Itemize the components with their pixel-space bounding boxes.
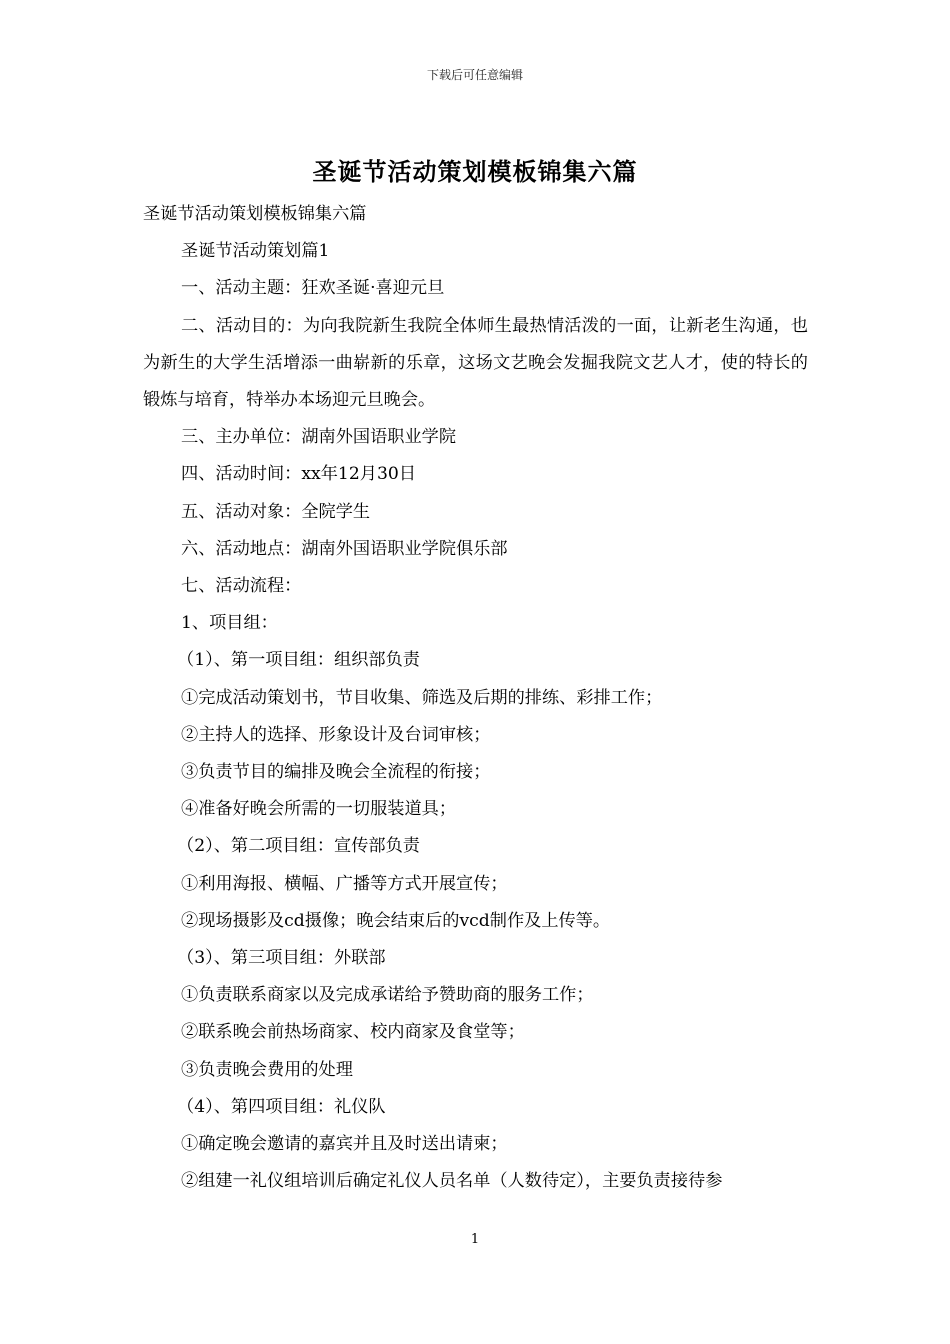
list-item: ④准备好晚会所需的一切服装道具； — [181, 799, 457, 820]
text-line: 1、项目组： — [181, 613, 278, 634]
section-heading: 圣诞节活动策划篇1 — [181, 241, 330, 262]
text-line: 一、活动主题：狂欢圣诞·喜迎元旦 — [181, 278, 445, 299]
document-body — [143, 196, 808, 1200]
list-item: ③负责晚会费用的处理 — [181, 1059, 353, 1080]
page-number: 1 — [470, 1232, 480, 1247]
page-header: 下载后可任意编辑 — [426, 68, 523, 82]
list-item: ①完成活动策划书，节目收集、筛选及后期的排练、彩排工作； — [181, 687, 663, 708]
subtitle-line: 圣诞节活动策划模板锦集六篇 — [143, 204, 367, 224]
text-line: （4）、第四项目组：礼仪队 — [177, 1096, 386, 1117]
list-item: ②组建一礼仪组培训后确定礼仪人员名单（人数待定），主要负责接待参 — [181, 1171, 723, 1192]
text-line: 六、活动地点：湖南外国语职业学院俱乐部 — [181, 538, 508, 559]
text-line: 三、主办单位：湖南外国语职业学院 — [181, 427, 457, 448]
list-item: ③负责节目的编排及晚会全流程的衔接； — [181, 762, 491, 783]
document-title: 圣诞节活动策划模板锦集六篇 — [312, 157, 638, 186]
list-item: ①确定晚会邀请的嘉宾并且及时送出请柬； — [181, 1134, 508, 1155]
list-item: ②现场摄影及cd摄像；晚会结束后的vcd制作及上传等。 — [181, 910, 611, 931]
text-line: 七、活动流程： — [181, 576, 302, 597]
paragraph: 二、活动目的：为向我院新生我院全体师生最热情活泼的一面，让新老生沟通，也为新生的大学生活增添一曲崭新的乐章，这场文艺晚会发掘我院文艺人才，使的特长的锻炼与培育，特举办本场迎元旦晚会。 — [143, 315, 808, 411]
text-line: 四、活动时间：xx年12月30日 — [181, 464, 417, 485]
text-line: （2）、第二项目组：宣传部负责 — [177, 836, 420, 857]
text-line: （3）、第三项目组：外联部 — [177, 948, 386, 969]
text-line: （1）、第一项目组：组织部负责 — [177, 650, 420, 671]
list-item: ①利用海报、横幅、广播等方式开展宣传； — [181, 873, 508, 894]
list-item: ②主持人的选择、形象设计及台词审核； — [181, 724, 491, 745]
list-item: ②联系晚会前热场商家、校内商家及食堂等； — [181, 1022, 525, 1043]
list-item: ①负责联系商家以及完成承诺给予赞助商的服务工作； — [181, 985, 594, 1006]
text-line: 五、活动对象：全院学生 — [181, 501, 371, 522]
